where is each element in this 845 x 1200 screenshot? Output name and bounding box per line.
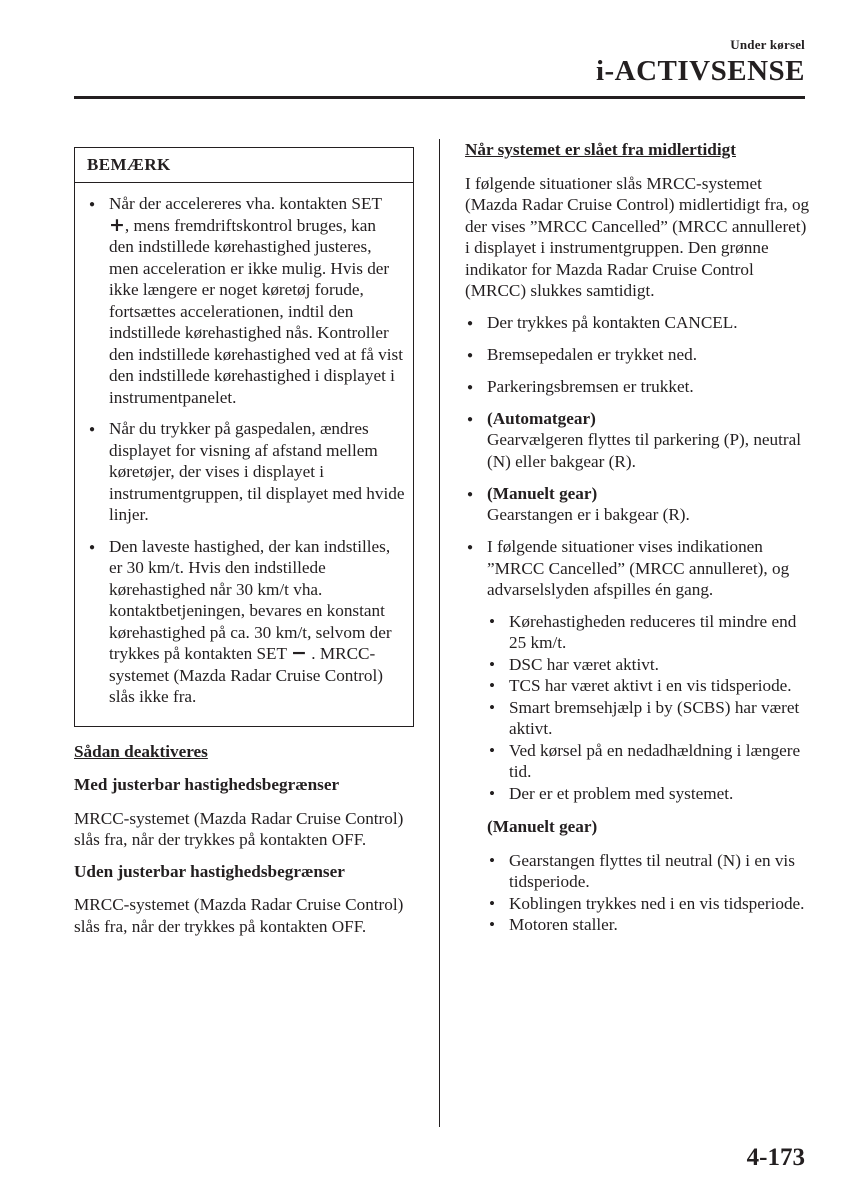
list-item: ● Bremsepedalen er trykket ned.: [465, 344, 810, 366]
note-body: [75, 183, 413, 726]
note-item: ● Når du trykker på gaspedalen, ændres displayet for visning af afstand mellem køretøjer, der vises i displayet i instrumentgruppen, til displayet med hvide linjer.: [87, 418, 405, 526]
sub-list-item: • TCS har været aktivt i en vis tidsperiode.: [487, 675, 810, 697]
page-number: 4-173: [746, 1144, 805, 1171]
temporary-intro: I følgende situationer slås MRCC-systemet (Mazda Radar Cruise Control) midlertidigt fra, og der vises ”MRCC Cancelled” (MRCC annulleret) i displayet i instrumentgruppen. Den grønne indikator for Mazda Radar Cruise Control (MRCC) slukkes samtidigt.: [465, 173, 810, 300]
sub-list-item: • Gearstangen flyttes til neutral (N) i en vis tidsperiode.: [487, 850, 810, 893]
sub-list-item: • Smart bremsehjælp i by (SCBS) har været aktivt.: [487, 697, 810, 740]
deactivate-heading: Sådan deaktiveres: [74, 741, 208, 761]
sub-list-item: • DSC har været aktivt.: [487, 654, 810, 676]
section-label: Under kørsel: [730, 37, 805, 52]
list-item: [465, 483, 810, 526]
list-item: [465, 536, 810, 936]
temporary-list: [465, 312, 810, 936]
sub-list-item: • Kørehastigheden reduceres til mindre end 25 km/t.: [487, 611, 810, 654]
sub-list-item: • Der er et problem med systemet.: [487, 783, 810, 805]
note-item: ● Når der accelereres vha. kontakten SET +, mens fremdriftskontrol bruges, kan den indstillede kørehastighed justeres, men acceleration er ikke mulig. Hvis der ikke længere er noget køretøj forude, fortsættes accelerationen, indtil den indstillede kørehastighed nås. Kontroller den indstillede kørehastighed ved at få vist den indstillede kørehastighed i displayet i instrumentpanelet.: [87, 193, 405, 408]
automatic-label: ● (Automatgear): [487, 408, 596, 428]
warning-intro: ● I følgende situationer vises indikationen ”MRCC Cancelled” (MRCC annulleret), og advarselslyden afspilles én gang.: [487, 537, 790, 599]
without-limiter-text: MRCC-systemet (Mazda Radar Cruise Control) slås fra, når der trykkes på kontakten OFF.: [74, 895, 404, 936]
with-limiter-subheading: Med justerbar hastighedsbegrænser: [74, 775, 340, 794]
note-box: [74, 147, 414, 727]
sub-list-item: • Koblingen trykkes ned i en vis tidsperiode.: [487, 893, 810, 915]
column-divider: [439, 139, 440, 1127]
note-list: [87, 193, 405, 708]
list-item: ● Parkeringsbremsen er trukket.: [465, 376, 810, 398]
manual-subheading: (Manuelt gear): [487, 817, 598, 836]
warning-list: [487, 611, 810, 805]
manual-label: ● (Manuelt gear): [487, 483, 598, 503]
header-rule: [74, 96, 805, 99]
plus-symbol: +: [109, 213, 125, 236]
minus-symbol: −: [291, 642, 307, 664]
note-item: ● Den laveste hastighed, der kan indstilles, er 30 km/t. Hvis den indstillede kørehastighed når 30 km/t vha. kontaktbetjeningen, bevares en konstant kørehastighed på ca. 30 km/t, selvom der trykkes på kontakten SET − . MRCC-systemet (Mazda Radar Cruise Control) slås ikke fra.: [87, 536, 405, 708]
sub-list-item: • Motoren staller.: [487, 914, 810, 936]
manual-text: Gearstangen er i bakgear (R).: [487, 505, 690, 524]
note-title: BEMÆRK: [75, 148, 413, 183]
with-limiter-text: MRCC-systemet (Mazda Radar Cruise Control) slås fra, når der trykkes på kontakten OFF.: [74, 808, 404, 849]
list-item: ● Der trykkes på kontakten CANCEL.: [465, 312, 810, 334]
chapter-title: i-ACTIVSENSE: [595, 55, 805, 87]
without-limiter-subheading: Uden justerbar hastighedsbegrænser: [74, 861, 345, 881]
manual-list: [487, 850, 810, 936]
temporary-heading: Når systemet er slået fra midlertidigt: [465, 140, 736, 159]
left-column: [74, 147, 414, 937]
right-column: [465, 139, 810, 946]
automatic-text: Gearvælgeren flyttes til parkering (P), neutral (N) eller bakgear (R).: [487, 430, 802, 471]
sub-list-item: • Ved kørsel på en nedadhældning i længere tid.: [487, 740, 810, 783]
list-item: [465, 408, 810, 473]
